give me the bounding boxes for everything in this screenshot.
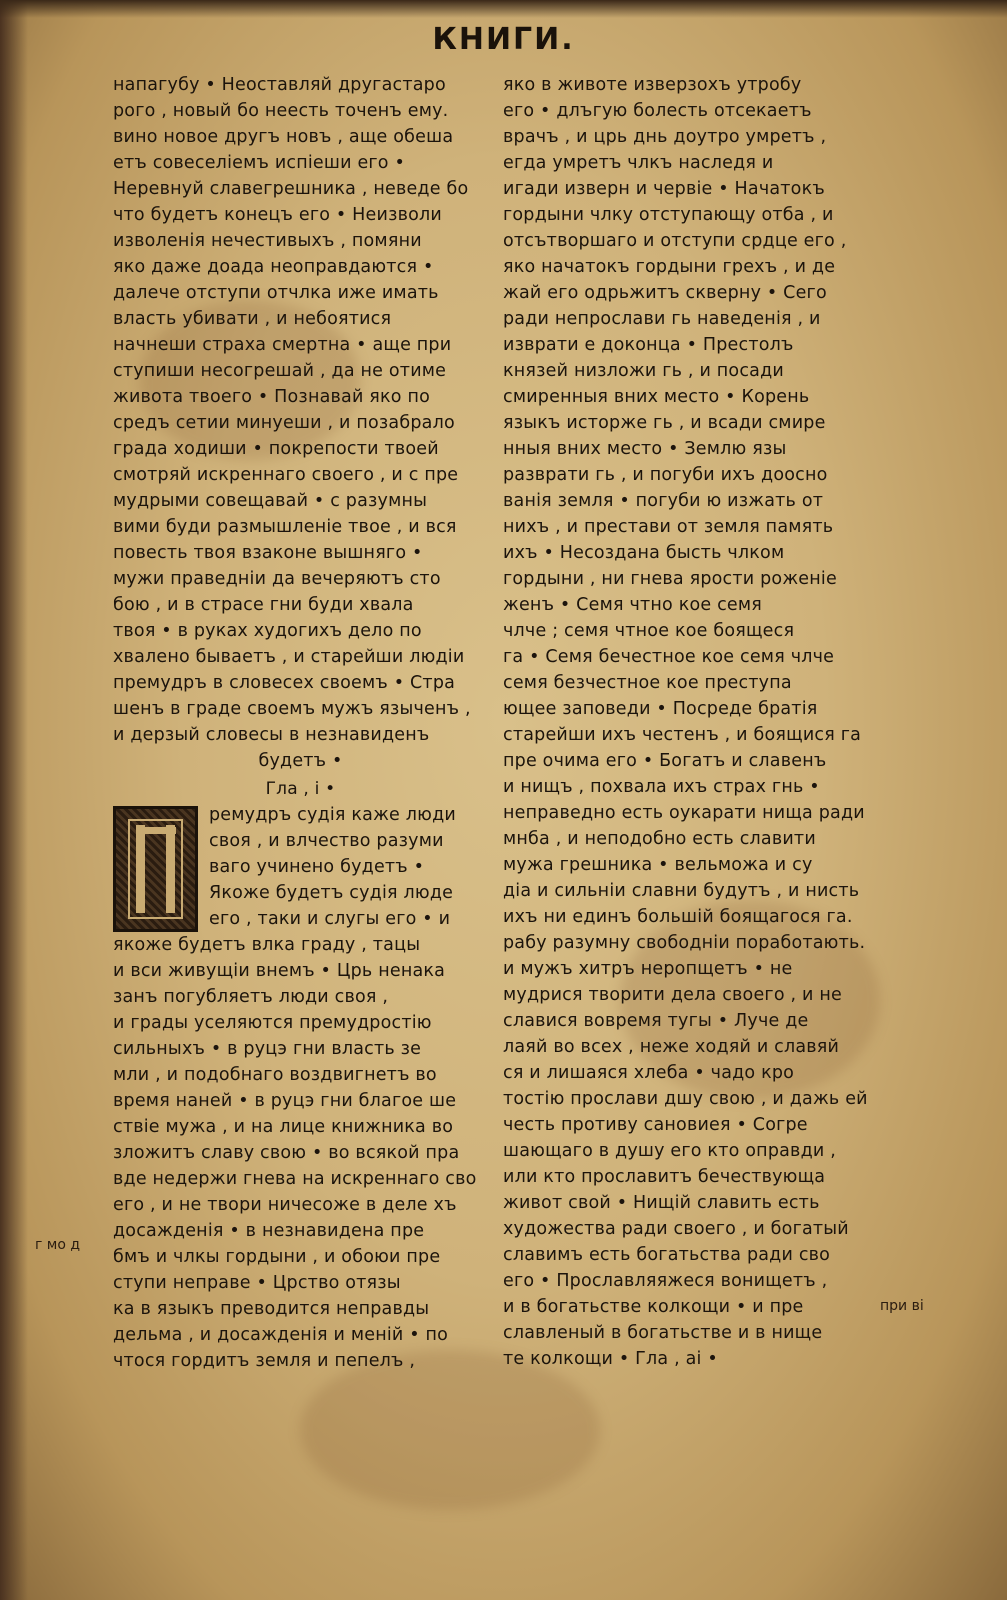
text-line: художества ради своего , и богатый [503, 1219, 849, 1239]
text-line: лаяй во всех , неже ходяй и славяй [503, 1037, 840, 1057]
text-line: ступиши несогрешай , да не отиме [113, 361, 447, 381]
text-line: семя безчестное кое преступа [503, 673, 792, 693]
text-line: честь противу сановиея • Согре [503, 1115, 808, 1135]
text-line: ремудръ судія каже люди [209, 805, 456, 825]
text-line: живот свой • Нищій славить есть [503, 1193, 820, 1213]
text-line: вими буди размышленіе твое , и вся [113, 517, 457, 537]
text-line: премудръ в словесех своемъ • Стра [113, 673, 456, 693]
margin-note-left: г мо д [35, 1237, 81, 1253]
page-edge-shadow [0, 0, 28, 1600]
text-line: ющее заповеди • Посреде братія [503, 699, 818, 719]
text-line: князей низложи гь , и посади [503, 361, 784, 381]
text-line: ванія земля • погуби ю изжать от [503, 491, 824, 511]
text-line: игади изверн и червіе • Начатокъ [503, 179, 825, 199]
text-line: живота твоего • Познавай яко по [113, 387, 430, 407]
text-line: га • Семя бечестное кое семя члче [503, 647, 835, 667]
text-line: егда умретъ члкъ наследя и [503, 153, 774, 173]
text-line: ся и лишаяся хлеба • чадо кро [503, 1063, 795, 1083]
text-line: мудрися творити дела своего , и не [503, 985, 842, 1005]
text-line: женъ • Семя чтно кое семя [503, 595, 763, 615]
text-line: Якоже будетъ судія люде [209, 883, 454, 903]
text-line: своя , и влчество разуми [209, 831, 444, 851]
initial-text [209, 802, 494, 932]
text-line: пре очима его • Богатъ и славенъ [503, 751, 827, 771]
text-line: что будетъ конецъ его • Неизволи [113, 205, 442, 225]
text-line: мудрыми совещавай • с разумны [113, 491, 428, 511]
initial-letter-ornament [128, 819, 183, 919]
text-line: ка в языкъ преводится неправды [113, 1299, 430, 1319]
text-line: время наней • в руцэ гни благое ше [113, 1091, 457, 1111]
text-line: языкъ исторже гь , и всади смире [503, 413, 826, 433]
left-column-top-text [113, 72, 488, 774]
text-line: власть убивати , и небоятися [113, 309, 392, 329]
text-line: нныя вних место • Землю язы [503, 439, 787, 459]
text-line: досажденія • в незнавидена пре [113, 1221, 425, 1241]
left-column-bottom-text [113, 932, 488, 1374]
text-line: зложитъ славу свою • во всякой пра [113, 1143, 460, 1163]
text-line: славленый в богатьстве и в нище [503, 1323, 823, 1343]
text-line: далече отступи отчлка иже имать [113, 283, 439, 303]
text-line: отсътворшаго и отступи срдце его , [503, 231, 847, 251]
left-column [113, 72, 488, 1374]
text-line: Неревнуй славегрешника , неведе бо [113, 179, 469, 199]
text-line: врачъ , и црь днь доутро умретъ , [503, 127, 827, 147]
text-line: его • Прославляяжеся вонищетъ , [503, 1271, 828, 1291]
text-line: тостію прослави дшу свою , и дажь ей [503, 1089, 868, 1109]
text-line: нихъ , и престави от земля память [503, 517, 834, 537]
text-line: и вси живущіи внемъ • Црь ненака [113, 961, 446, 981]
text-line: рабу разумну свободніи поработають. [503, 933, 866, 953]
text-line: мужи праведніи да вечеряютъ сто [113, 569, 441, 589]
text-line: его , и не твори ничесоже в деле хъ [113, 1195, 457, 1215]
text-line: вино новое другъ новъ , аще обеша [113, 127, 454, 147]
text-line: и грады уселяются премудростію [113, 1013, 432, 1033]
page-edge-shadow [0, 0, 1007, 18]
text-line: града ходиши • покрепости твоей [113, 439, 439, 459]
text-line: смиренныя вних местo • Корень [503, 387, 810, 407]
text-line: яко даже доада неоправдаются • [113, 257, 434, 277]
text-line: жай его одрьжитъ скверну • Сего [503, 283, 827, 303]
text-line: ступи неправе • Црство отязы [113, 1273, 401, 1293]
text-line: етъ совеселіемъ испіеши его • [113, 153, 405, 173]
text-line: неправедно есть оукарати нища ради [503, 803, 865, 823]
text-line: гордыни члку отступающу отба , и [503, 205, 834, 225]
text-line: смотряй искреннаго своего , и с пре [113, 465, 459, 485]
text-line: славися вовремя тугы • Луче де [503, 1011, 809, 1031]
text-line: твоя • в руках худогихъ дело по [113, 621, 422, 641]
text-line: и в богатьстве колкощи • и пре [503, 1297, 804, 1317]
text-line: рого , новый бо неесть точенъ ему. [113, 101, 449, 121]
text-line: начнеши страха смертна • аще при [113, 335, 452, 355]
text-line: напагубу • Неоставляй другастаро [113, 75, 446, 95]
text-line: разврати гь , и погуби ихъ доосно [503, 465, 828, 485]
text-line: хвалено бываетъ , и старейши людіи [113, 647, 465, 667]
text-line: изволенія нечестивыхъ , помяни [113, 231, 422, 251]
text-line: ихъ ни единъ большій боящагося га. [503, 907, 853, 927]
text-line: яко начатокъ гордыни грехъ , и де [503, 257, 836, 277]
text-line: дельма , и досажденія и меній • по [113, 1325, 449, 1345]
text-line: бмъ и члкы гордыни , и обоюи пре [113, 1247, 441, 1267]
text-line: и мужъ хитръ неропщетъ • не [503, 959, 793, 979]
text-line: вде недержи гнева на искреннаго сво [113, 1169, 477, 1189]
text-line: гордыни , ни гнева ярости роженіе [503, 569, 837, 589]
text-line: мнба , и неподобно есть славити [503, 829, 816, 849]
text-line: сильныхъ • в руцэ гни власть зе [113, 1039, 422, 1059]
text-line: славимъ есть богатьства ради сво [503, 1245, 831, 1265]
text-line: члче ; семя чтное кое боящеся [503, 621, 795, 641]
text-line: шающаго в душу его кто оправди , [503, 1141, 836, 1161]
right-column [503, 72, 878, 1372]
text-line: ихъ • Несоздана бысть члком [503, 543, 785, 563]
text-line: изврати е доконца • Престолъ [503, 335, 794, 355]
text-line: старейши ихъ честенъ , и боящися га [503, 725, 862, 745]
chapter-heading: Гла , і • [265, 779, 336, 799]
margin-note-right: при ві [880, 1298, 924, 1314]
text-line: занъ погубляетъ люди своя , [113, 987, 389, 1007]
text-line: шенъ в граде своемъ мужъ языченъ , [113, 699, 471, 719]
text-line: будетъ • [258, 751, 343, 771]
text-line: якоже будетъ влка граду , тацы [113, 935, 421, 955]
paper-stain [300, 1350, 600, 1510]
text-line: чтося гордитъ земля и пепелъ , [113, 1351, 416, 1371]
text-line: мужа грешника • вельможа и су [503, 855, 813, 875]
text-line: и дерзый словесы в незнавиденъ [113, 725, 430, 745]
text-line: ради непрослави гь наведенія , и [503, 309, 821, 329]
text-line: бою , и в страсе гни буди хвала [113, 595, 414, 615]
text-line: и нищъ , похвала ихъ страх гнь • [503, 777, 820, 797]
text-line: его , таки и слугы его • и [209, 909, 451, 929]
text-line: или кто прославитъ бечествующа [503, 1167, 826, 1187]
text-line: ствіе мужа , и на лице книжника во [113, 1117, 454, 1137]
text-line: повесть твоя взаконе вышнягo • [113, 543, 423, 563]
running-head: КНИГИ. [432, 22, 575, 57]
decorated-initial [113, 806, 198, 932]
text-line: те колкощи • Гла , аі • [503, 1349, 718, 1369]
text-line: средъ сетии минуеши , и позабрало [113, 413, 455, 433]
text-line: мли , и подобнаго воздвигнетъ во [113, 1065, 437, 1085]
text-line: яко в животе изверзохъ утробу [503, 75, 802, 95]
text-line: его • длъгую болесть отсекаетъ [503, 101, 812, 121]
text-line: ваго учинено будетъ • [209, 857, 425, 877]
initial-block [113, 802, 488, 932]
text-line: діа и сильніи славни будутъ , и нисть [503, 881, 860, 901]
